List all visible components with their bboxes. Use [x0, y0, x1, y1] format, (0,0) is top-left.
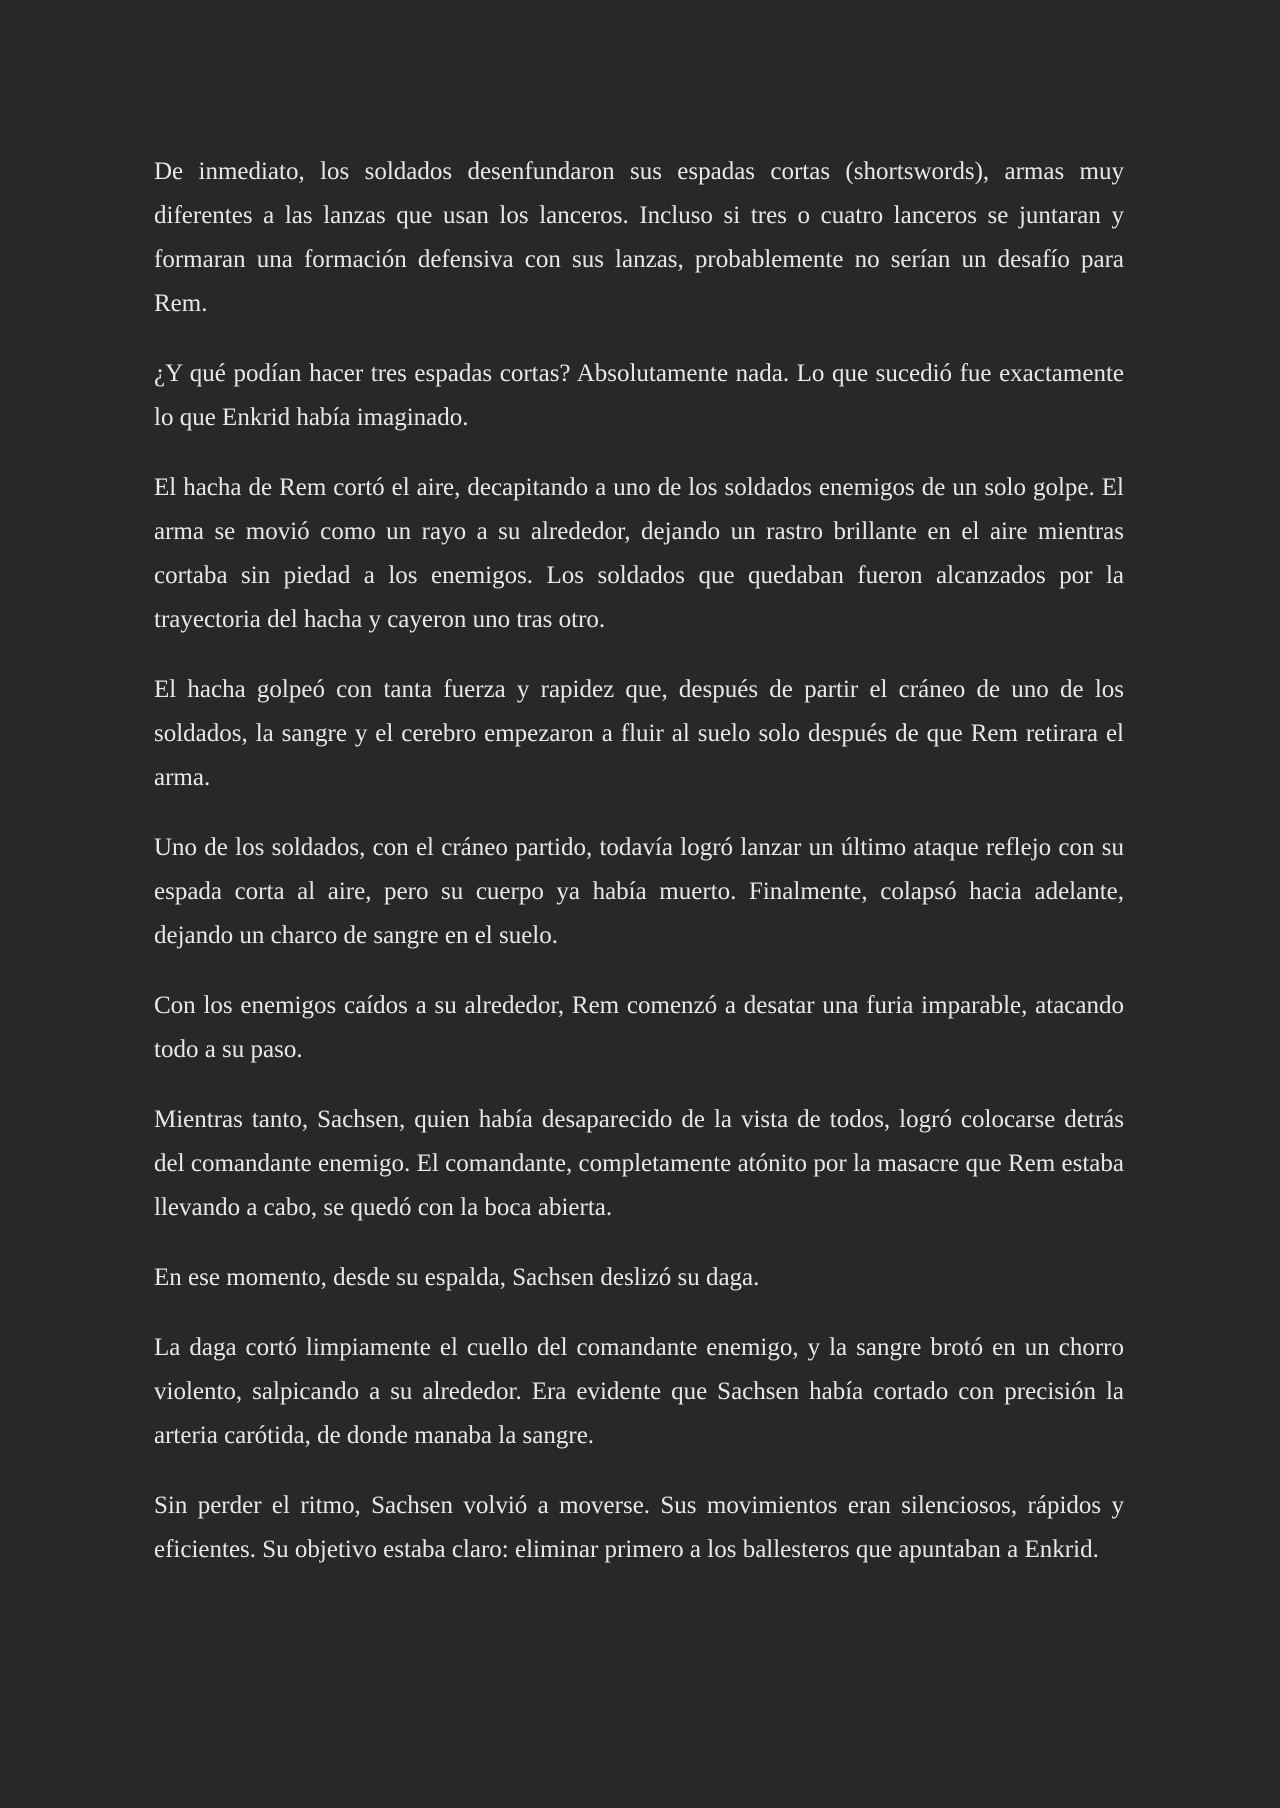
- paragraph: ¿Y qué podían hacer tres espadas cortas? Absolutamente nada. Lo que sucedió fue exactamente lo que Enkrid había imaginado.: [154, 360, 1124, 431]
- paragraph: Uno de los soldados, con el cráneo partido, todavía logró lanzar un último ataque reflejo con su espada corta al aire, pero su cuerpo ya había muerto. Finalmente, colapsó hacia adelante, dejando un charco de sangre en el suelo.: [154, 834, 1124, 949]
- paragraph: Con los enemigos caídos a su alrededor, Rem comenzó a desatar una furia imparable, atacando todo a su paso.: [154, 992, 1124, 1063]
- paragraph: Mientras tanto, Sachsen, quien había desaparecido de la vista de todos, logró colocarse detrás del comandante enemigo. El comandante, completamente atónito por la masacre que Rem estaba llevando a cabo, se quedó con la boca abierta.: [154, 1106, 1124, 1221]
- paragraph: El hacha de Rem cortó el aire, decapitando a uno de los soldados enemigos de un solo golpe. El arma se movió como un rayo a su alrededor, dejando un rastro brillante en el aire mientras cortaba sin piedad a los enemigos. Los soldados que quedaban fueron alcanzados por la trayectoria del hacha y cayeron uno tras otro.: [154, 474, 1124, 633]
- paragraph: El hacha golpeó con tanta fuerza y rapidez que, después de partir el cráneo de uno de los soldados, la sangre y el cerebro empezaron a fluir al suelo solo después de que Rem retirara el arma.: [154, 676, 1124, 791]
- paragraph: De inmediato, los soldados desenfundaron sus espadas cortas (shortswords), armas muy diferentes a las lanzas que usan los lanceros. Incluso si tres o cuatro lanceros se juntaran y formaran una formación defensiva con sus lanzas, probablemente no serían un desafío para Rem.: [154, 158, 1124, 317]
- paragraph: Sin perder el ritmo, Sachsen volvió a moverse. Sus movimientos eran silenciosos, rápidos y eficientes. Su objetivo estaba claro: eliminar primero a los ballesteros que apuntaban a Enkrid.: [154, 1492, 1124, 1563]
- chapter-text: [154, 150, 1124, 1598]
- paragraph: En ese momento, desde su espalda, Sachsen deslizó su daga.: [154, 1264, 760, 1291]
- paragraph: La daga cortó limpiamente el cuello del comandante enemigo, y la sangre brotó en un chorro violento, salpicando a su alrededor. Era evidente que Sachsen había cortado con precisión la arteria carótida, de donde manaba la sangre.: [154, 1334, 1124, 1449]
